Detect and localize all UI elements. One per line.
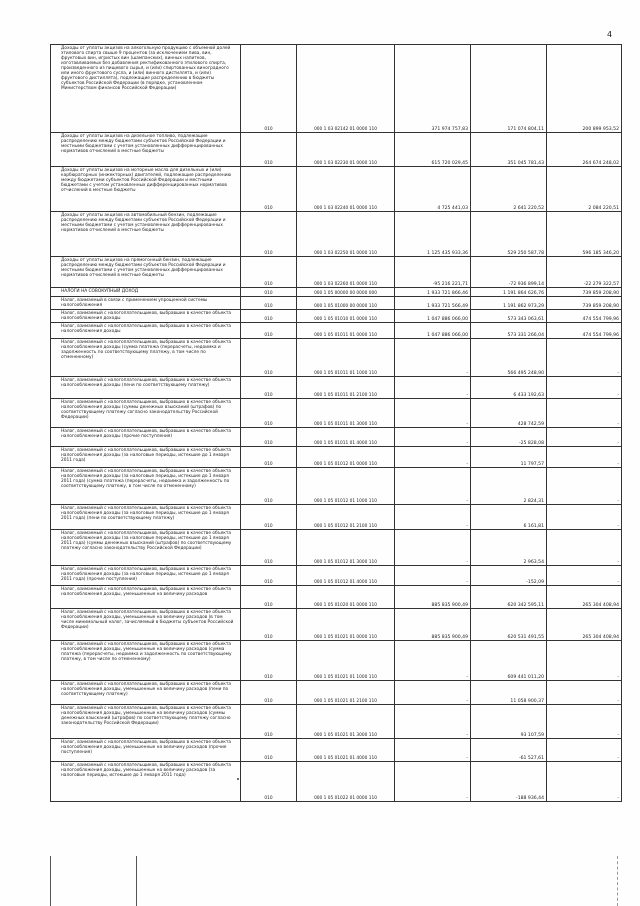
row-kbk: 000 1 05 01020 01 0000 110: [297, 586, 395, 609]
row-code: 010: [241, 288, 297, 297]
row-value-3: -: [547, 641, 622, 681]
row-code: 010: [241, 323, 297, 339]
table-row: [51, 505, 622, 530]
row-kbk: 000 1 03 02230 01 0000 110: [297, 133, 395, 167]
row-value-2: 609 441 011,20: [471, 641, 547, 681]
row-value-2: 573 331 266,04: [471, 323, 547, 339]
row-code: 010: [241, 377, 297, 399]
row-value-3: 265 304 408,94: [547, 609, 622, 641]
row-name: Налог, взимаемый с налогоплательщиков, выбравших в качестве объекта налогообложения доходы, уменьшенные на величину расходов (прочие поступления): [51, 739, 241, 762]
table-row: [51, 310, 622, 323]
row-kbk: 000 1 05 01021 01 2100 110: [297, 681, 395, 705]
row-value-3: -: [547, 505, 622, 530]
row-code: 010: [241, 167, 297, 212]
row-name: Доходы от уплаты акцизов на моторные масла для дизельных и (или) карбюраторных (инжекторных) двигателей, подлежащие распределению между бюджетами субъектов Российской Федерации и местными бюджетами с учетом установленных дифференцированных нормативов отчислений в местные бюджеты: [51, 167, 241, 212]
row-value-3: 739 859 208,90: [547, 297, 622, 310]
row-value-3: -: [547, 530, 622, 566]
row-value-3: 739 859 208,90: [547, 288, 622, 297]
table-row: [51, 428, 622, 447]
row-kbk: 000 1 03 02250 01 0000 110: [297, 212, 395, 257]
table-row: [51, 399, 622, 428]
row-kbk: 000 1 05 00000 00 0000 000: [297, 288, 395, 297]
row-value-2: -72 936 899,14: [471, 257, 547, 288]
row-value-1: -: [395, 739, 471, 762]
row-value-1: -95 216 221,71: [395, 257, 471, 288]
row-code: 010: [241, 468, 297, 505]
row-value-2: -152,09: [471, 566, 547, 586]
row-value-1: -: [395, 681, 471, 705]
table-row: [51, 377, 622, 399]
row-value-1: -: [395, 762, 471, 802]
table-row: [51, 566, 622, 586]
row-value-2: 620 531 491,55: [471, 609, 547, 641]
row-value-3: 265 304 408,94: [547, 586, 622, 609]
row-value-1: 885 835 900,49: [395, 586, 471, 609]
row-kbk: 000 1 05 01012 01 2100 110: [297, 505, 395, 530]
row-value-2: 6 433 192,63: [471, 377, 547, 399]
row-value-3: -: [547, 428, 622, 447]
row-code: 010: [241, 530, 297, 566]
row-value-3: -: [547, 399, 622, 428]
row-value-2: -25 828,08: [471, 428, 547, 447]
row-value-1: -: [395, 399, 471, 428]
row-name: Доходы от уплаты акцизов на алкогольную продукцию с объемной долей этилового спирта свыше 9 процентов (за исключением пива, вин, фруктовых вин, игристых вин (шампанских), винных напитков, изготавливаемых без добавления ректификованного этилового спирта, произведенного из пищевого сырья, и (или) спиртованных виноградного или иного фруктового сусла, и (или) винного дистиллята, и (или) фруктового дистиллята), подлежащие распределению в бюджеты субъектов Российской Федерации (в порядке, установленном Министерством финансов Российской Федерации): [51, 45, 241, 133]
table-row: [51, 167, 622, 212]
table-row: [51, 133, 622, 167]
revenue-table: [50, 44, 622, 802]
row-value-2: 2 641 220,52: [471, 167, 547, 212]
row-code: 010: [241, 133, 297, 167]
row-name: Налог, взимаемый с налогоплательщиков, выбравших в качестве объекта налогообложения доходы, уменьшенные на величину расходов (сумма платежа (перерасчеты, недоимка и задолженность по соответствующему платежу, в том числе по отмененному): [51, 641, 241, 681]
row-name: Налог, взимаемый с налогоплательщиков, выбравших в качестве объекта налогообложения доходы, уменьшенные на величину расходов (в том числе минимальный налог, зачисляемый в бюджеты субъектов Российской Федерации): [51, 609, 241, 641]
row-kbk: 000 1 05 01021 01 1000 110: [297, 641, 395, 681]
row-code: 010: [241, 762, 297, 802]
row-name: НАЛОГИ НА СОВОКУПНЫЙ ДОХОД: [51, 288, 241, 297]
table-row: [51, 586, 622, 609]
row-value-2: 351 045 781,43: [471, 133, 547, 167]
row-value-1: -: [395, 468, 471, 505]
row-value-2: 1 191 862 973,29: [471, 297, 547, 310]
row-kbk: 000 1 05 01011 01 2100 110: [297, 377, 395, 399]
scan-edge-line: [617, 856, 619, 906]
table-row: [51, 323, 622, 339]
row-value-3: 2 084 220,51: [547, 167, 622, 212]
row-value-1: 1 047 886 066,00: [395, 323, 471, 339]
page-number: 4: [607, 30, 613, 39]
row-value-3: 596 185 346,20: [547, 212, 622, 257]
row-value-3: -: [547, 739, 622, 762]
table-row: [51, 609, 622, 641]
row-value-2: 171 074 804,11: [471, 45, 547, 133]
row-value-3: -: [547, 762, 622, 802]
row-value-3: -: [547, 339, 622, 377]
row-value-3: -: [547, 377, 622, 399]
row-name: Налог, взимаемый с налогоплательщиков, выбравших в качестве объекта налогообложения доходы (за налоговые периоды, истекшие до 1 января 2011 года) (суммы денежных взысканий (штрафов) по соответствующему платежу согласно законодательству Российской Федерации): [51, 530, 241, 566]
row-code: 010: [241, 681, 297, 705]
row-value-1: -: [395, 566, 471, 586]
row-value-3: -: [547, 705, 622, 739]
row-value-2: 620 342 595,11: [471, 586, 547, 609]
row-value-3: -: [547, 681, 622, 705]
row-code: 010: [241, 739, 297, 762]
row-code: 010: [241, 641, 297, 681]
row-kbk: 000 1 03 02240 01 0000 110: [297, 167, 395, 212]
row-name: Налог, взимаемый с налогоплательщиков, выбравших в качестве объекта налогообложения доходы (сумма платежа (перерасчеты, недоимка и задолженность по соответствующему платежу, в том числе по отмененному): [51, 339, 241, 377]
row-code: 010: [241, 339, 297, 377]
row-value-1: -: [395, 641, 471, 681]
row-value-1: -: [395, 339, 471, 377]
row-name: Доходы от уплаты акцизов на прямогонный бензин, подлежащие распределению между бюджетами субъектов Российской Федерации и местными бюджетами с учетом установленных дифференцированных нормативов отчислений в местные бюджеты: [51, 257, 241, 288]
row-value-1: 1 047 886 066,00: [395, 310, 471, 323]
row-value-3: 474 554 799,96: [547, 323, 622, 339]
row-value-2: 6 161,81: [471, 505, 547, 530]
row-value-1: 4 725 441,03: [395, 167, 471, 212]
row-value-2: 529 250 587,78: [471, 212, 547, 257]
row-value-1: -: [395, 447, 471, 468]
row-name: Налог, взимаемый с налогоплательщиков, выбравших в качестве объекта налогообложения доходы (за налоговые периоды, истекшие до 1 января 2011 года) (прочие поступления): [51, 566, 241, 586]
table-row: [51, 288, 622, 297]
row-code: 010: [241, 212, 297, 257]
row-value-1: -: [395, 505, 471, 530]
table-row: [51, 297, 622, 310]
row-value-2: 2 963,54: [471, 530, 547, 566]
row-name: Доходы от уплаты акцизов на автомобильный бензин, подлежащие распределению между бюджетами субъектов Российской Федерации и местными бюджетами с учетом установленных дифференцированных нормативов отчислений в местные бюджеты: [51, 212, 241, 257]
row-name: Налог, взимаемый с налогоплательщиков, выбравших в качестве объекта налогообложения доходы, уменьшенные на величину расходов (суммы денежных взысканий (штрафов) по соответствующему платежу согласно законодательству Российской Федерации): [51, 705, 241, 739]
table-row: [51, 530, 622, 566]
row-kbk: 000 1 05 01010 01 0000 110: [297, 310, 395, 323]
row-kbk: 000 1 05 01011 01 1000 110: [297, 339, 395, 377]
row-value-1: -: [395, 377, 471, 399]
row-value-1: -: [395, 428, 471, 447]
row-value-3: -: [547, 468, 622, 505]
row-name: Налог, взимаемый в связи с применением упрощенной системы налогообложения: [51, 297, 241, 310]
scan-mark: [237, 778, 239, 780]
row-value-2: 566 495 248,90: [471, 339, 547, 377]
row-value-3: -: [547, 447, 622, 468]
row-value-3: 264 674 248,02: [547, 133, 622, 167]
row-value-2: -61 527,61: [471, 739, 547, 762]
table-row: [51, 705, 622, 739]
row-kbk: 000 1 05 01021 01 0000 110: [297, 609, 395, 641]
row-kbk: 000 1 05 01011 01 4000 110: [297, 428, 395, 447]
table-row: [51, 447, 622, 468]
row-code: 010: [241, 310, 297, 323]
row-value-2: 11 058 900,37: [471, 681, 547, 705]
row-value-3: -: [547, 566, 622, 586]
row-name: Налог, взимаемый с налогоплательщиков, выбравших в качестве объекта налогообложения доходы: [51, 310, 241, 323]
table-row: [51, 468, 622, 505]
table-row: [51, 681, 622, 705]
row-code: 010: [241, 257, 297, 288]
row-kbk: 000 1 05 01021 01 3000 110: [297, 705, 395, 739]
row-value-2: 428 742,59: [471, 399, 547, 428]
row-name: Налог, взимаемый с налогоплательщиков, выбравших в качестве объекта налогообложения доходы (за налоговые периоды, истекшие до 1 января 2011 года): [51, 447, 241, 468]
row-code: 010: [241, 297, 297, 310]
row-code: 010: [241, 505, 297, 530]
row-name: Налог, взимаемый с налогоплательщиков, выбравших в качестве объекта налогообложения доходы (пени по соответствующему платежу): [51, 377, 241, 399]
row-name: Налог, взимаемый с налогоплательщиков, выбравших в качестве объекта налогообложения доходы (за налоговые периоды, истекшие до 1 января 2011 года) (пени по соответствующему платежу): [51, 505, 241, 530]
row-kbk: 000 1 05 01012 01 1000 110: [297, 468, 395, 505]
row-kbk: 000 1 03 02142 01 0000 110: [297, 45, 395, 133]
row-value-1: -: [395, 705, 471, 739]
row-value-2: 573 343 063,61: [471, 310, 547, 323]
row-value-2: 93 107,59: [471, 705, 547, 739]
table-row: [51, 257, 622, 288]
row-kbk: 000 1 05 01022 01 0000 110: [297, 762, 395, 802]
row-name: Налог, взимаемый с налогоплательщиков, выбравших в качестве объекта налогообложения доходы, уменьшенные на величину расходов: [51, 586, 241, 609]
row-value-1: 1 125 435 933,36: [395, 212, 471, 257]
table-row: [51, 339, 622, 377]
row-code: 010: [241, 428, 297, 447]
row-code: 010: [241, 45, 297, 133]
row-name: Доходы от уплаты акцизов на дизельное топливо, подлежащие распределению между бюджетами субъектов Российской Федерации и местными бюджетами с учетом установленных дифференцированных нормативов отчислений в местные бюджеты: [51, 133, 241, 167]
row-kbk: 000 1 05 01011 01 3000 110: [297, 399, 395, 428]
table-row: [51, 641, 622, 681]
row-value-1: 1 933 721 566,49: [395, 297, 471, 310]
row-value-1: 371 974 757,83: [395, 45, 471, 133]
row-name: Налог, взимаемый с налогоплательщиков, выбравших в качестве объекта налогообложения доходы (суммы денежных взысканий (штрафов) по соответствующему платежу согласно законодательству Российской Федерации): [51, 399, 241, 428]
row-kbk: 000 1 05 01012 01 0000 110: [297, 447, 395, 468]
row-name: Налог, взимаемый с налогоплательщиков, выбравших в качестве объекта налогообложения доходы (прочие поступления): [51, 428, 241, 447]
row-name: Налог, взимаемый с налогоплательщиков, выбравших в качестве объекта налогообложения доходы (за налоговые периоды, истекшие до 1 января 2011 года) (сумма платежа (перерасчеты, недоимка и задолженность по соответствующему платежу, в том числе по отмененному): [51, 468, 241, 505]
row-code: 010: [241, 586, 297, 609]
row-value-3: -22 279 322,57: [547, 257, 622, 288]
row-code: 010: [241, 399, 297, 428]
row-code: 010: [241, 447, 297, 468]
row-value-2: -188 936,44: [471, 762, 547, 802]
row-name: Налог, взимаемый с налогоплательщиков, выбравших в качестве объекта налогообложения доходы: [51, 323, 241, 339]
table-row: [51, 45, 622, 133]
row-value-1: -: [395, 530, 471, 566]
row-kbk: 000 1 05 01012 01 4000 110: [297, 566, 395, 586]
row-value-2: 1 191 864 626,76: [471, 288, 547, 297]
row-name: Налог, взимаемый с налогоплательщиков, выбравших в качестве объекта налогообложения доходы, уменьшенные на величину расходов (пени по соответствующему платежу): [51, 681, 241, 705]
row-kbk: 000 1 05 01011 01 0000 110: [297, 323, 395, 339]
row-kbk: 000 1 03 02260 01 0000 110: [297, 257, 395, 288]
row-name: Налог, взимаемый с налогоплательщиков, выбравших в качестве объекта налогообложения доходы, уменьшенные на величину расходов (за налоговые периоды, истекшие до 1 января 2011 года): [51, 762, 241, 802]
row-code: 010: [241, 566, 297, 586]
table-stub-lines: [50, 856, 137, 906]
row-code: 010: [241, 705, 297, 739]
row-value-3: 474 554 799,96: [547, 310, 622, 323]
row-value-2: 11 797,57: [471, 447, 547, 468]
table-row: [51, 212, 622, 257]
row-kbk: 000 1 05 01012 01 3000 110: [297, 530, 395, 566]
row-code: 010: [241, 609, 297, 641]
table-row: [51, 739, 622, 762]
row-value-1: 615 720 029,45: [395, 133, 471, 167]
row-kbk: 000 1 05 01000 00 0000 110: [297, 297, 395, 310]
table-row: [51, 762, 622, 802]
row-value-2: 2 824,31: [471, 468, 547, 505]
row-value-1: 1 933 721 866,46: [395, 288, 471, 297]
row-value-3: 200 899 953,52: [547, 45, 622, 133]
row-kbk: 000 1 05 01021 01 4000 110: [297, 739, 395, 762]
row-value-1: 885 835 900,49: [395, 609, 471, 641]
